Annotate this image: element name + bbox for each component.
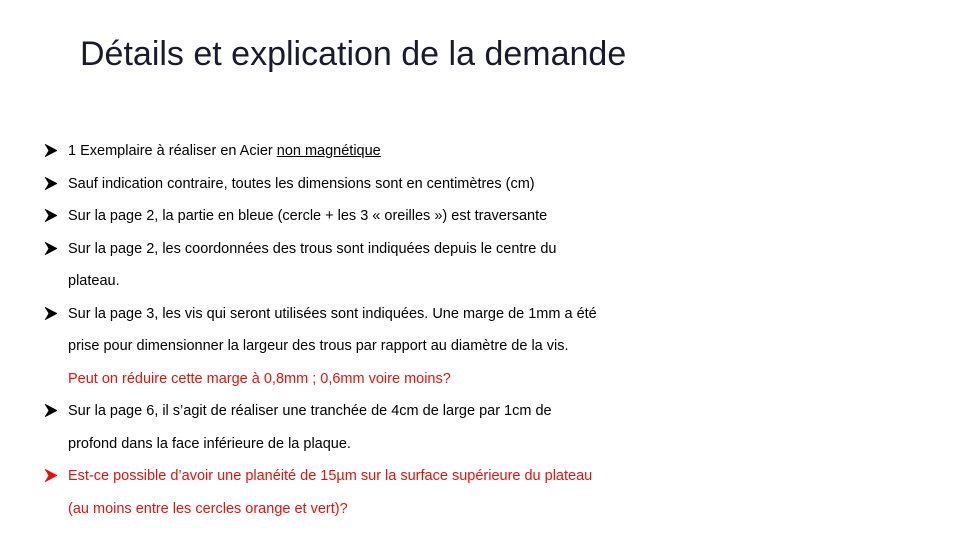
bullet-text: 1 Exemplaire à réaliser en Acier [68,143,277,159]
bullet-text: (au moins entre les cercles orange et vert)? [68,500,348,517]
bullet-item [44,395,704,460]
bullet-line [68,135,704,168]
bullet-item [44,135,704,168]
arrow-bullet-icon [44,209,57,222]
bullet-text: Sur la page 2, les coordonnées des trous sont indiquées depuis le centre du [68,240,557,257]
bullet-item [44,298,704,396]
bullet-line [68,460,704,493]
arrow-bullet-icon [44,469,57,482]
bullet-line [68,395,704,428]
bullet-line [68,330,704,363]
bullet-line [68,493,704,526]
slide-title: Détails et explication de la demande [80,35,627,73]
arrow-bullet-icon [44,307,57,320]
underlined-text: non magnétique [276,143,381,159]
arrow-bullet-icon [44,177,57,190]
bullet-line [68,298,704,331]
bullet-line [68,363,704,396]
bullet-list [44,135,704,525]
bullet-item [44,200,704,233]
bullet-line [68,168,704,201]
bullet-text: plateau. [68,273,120,289]
bullet-text: Sur la page 3, les vis qui seront utilisées sont indiquées. Une marge de 1mm a été [68,305,597,322]
bullet-item [44,460,704,525]
arrow-bullet-icon [44,404,57,417]
bullet-line [68,265,704,298]
bullet-text: Sur la page 2, la partie en bleue (cercle + les 3 « oreilles ») est traversante [68,208,548,224]
bullet-text: profond dans la face inférieure de la plaque. [68,435,351,452]
arrow-bullet-icon [44,144,57,157]
arrow-bullet-icon [44,242,57,255]
bullet-item [44,168,704,201]
bullet-item [44,233,704,298]
bullet-text: Sur la page 6, il s’agit de réaliser une tranchée de 4cm de large par 1cm de [68,403,552,419]
bullet-text: Peut on réduire cette marge à 0,8mm ; 0,6mm voire moins? [68,370,451,387]
bullet-text: Sauf indication contraire, toutes les dimensions sont en centimètres (cm) [68,175,535,192]
bullet-text: Est-ce possible d’avoir une planéité de 15µm sur la surface supérieure du plateau [68,468,593,484]
bullet-line [68,200,704,233]
bullet-line [68,233,704,266]
bullet-text: prise pour dimensionner la largeur des trous par rapport au diamètre de la vis. [68,338,569,354]
bullet-line [68,428,704,461]
